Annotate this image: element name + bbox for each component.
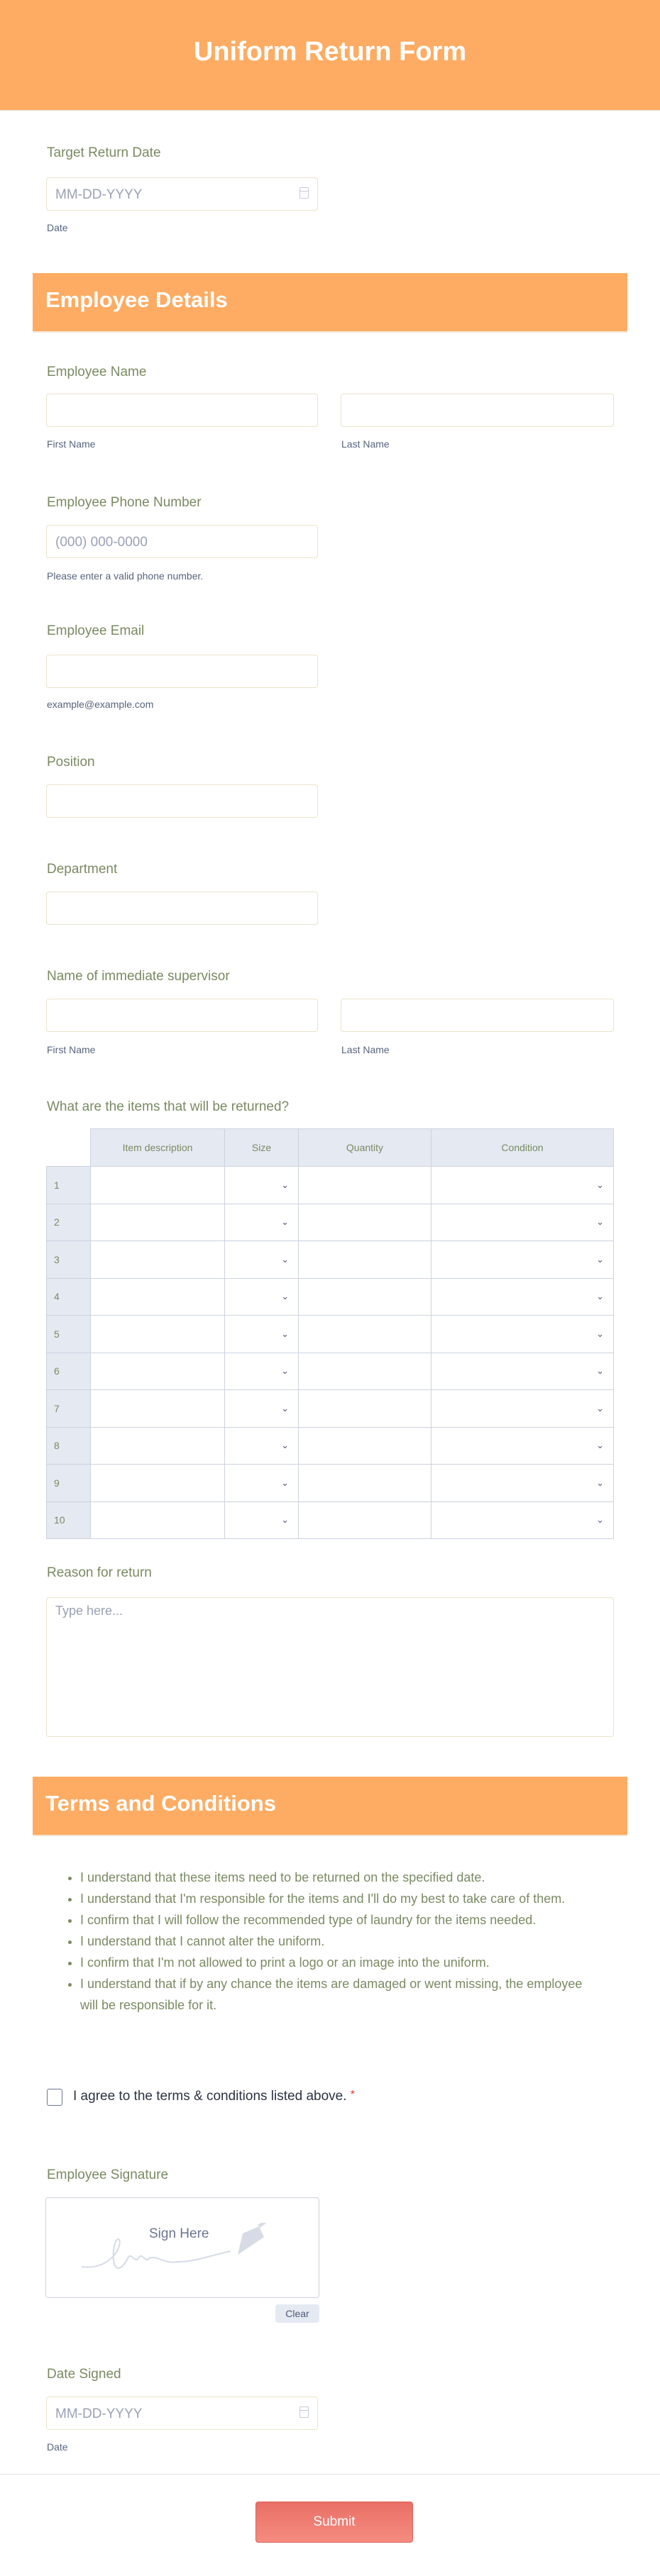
target-date-sublabel: Date: [47, 222, 68, 233]
chevron-down-icon: ⌄: [281, 1216, 289, 1228]
chevron-down-icon: ⌄: [596, 1253, 604, 1265]
department-input[interactable]: [46, 892, 318, 925]
item-description-cell[interactable]: [91, 1465, 225, 1502]
signature-pen-icon: [78, 2223, 284, 2280]
table-row: [47, 1278, 614, 1316]
target-date-label: Target Return Date: [47, 145, 161, 160]
quantity-cell[interactable]: [299, 1353, 431, 1390]
section-employee-details: [33, 273, 627, 333]
first-name-input[interactable]: [46, 394, 318, 427]
condition-select[interactable]: [431, 1353, 614, 1390]
department-label: Department: [47, 862, 118, 877]
table-row: [47, 1390, 614, 1428]
condition-select[interactable]: [431, 1390, 614, 1428]
supervisor-label: Name of immediate supervisor: [47, 969, 230, 984]
table-row: [47, 1204, 614, 1241]
row-number: 10: [47, 1501, 91, 1539]
chevron-down-icon: ⌄: [281, 1328, 289, 1339]
size-select[interactable]: [225, 1241, 299, 1279]
placeholder: MM-DD-YYYY: [55, 187, 143, 202]
quantity-cell[interactable]: [299, 1501, 431, 1539]
date-signed-input[interactable]: [46, 2397, 318, 2430]
section-title: Terms and Conditions: [45, 1791, 276, 1816]
calendar-icon[interactable]: [299, 2406, 309, 2418]
terms-item: • I understand that I'm responsible for the items and I'll do my best to take care of them.: [80, 1888, 600, 1909]
position-label: Position: [47, 755, 95, 770]
quantity-cell[interactable]: [299, 1390, 431, 1428]
email-input[interactable]: [46, 655, 318, 688]
row-number: 5: [47, 1316, 91, 1353]
supervisor-first-input[interactable]: [46, 999, 318, 1032]
chevron-down-icon: ⌄: [596, 1514, 604, 1526]
phone-input[interactable]: [46, 525, 318, 558]
terms-item: • I understand that these items need to be returned on the specified date.: [80, 1867, 600, 1888]
signature-label: Employee Signature: [47, 2167, 169, 2182]
item-description-cell[interactable]: [91, 1241, 225, 1279]
placeholder: (000) 000-0000: [55, 535, 148, 550]
chevron-down-icon: ⌄: [596, 1477, 604, 1488]
col-header: Item description: [91, 1129, 225, 1167]
quantity-cell[interactable]: [299, 1167, 431, 1204]
chevron-down-icon: ⌄: [281, 1291, 289, 1302]
section-title: Employee Details: [45, 287, 228, 312]
row-number: 3: [47, 1241, 91, 1279]
table-row: [47, 1241, 614, 1279]
form-header: [0, 0, 660, 111]
col-header: Size: [225, 1129, 299, 1167]
condition-select[interactable]: [431, 1465, 614, 1502]
target-date-input[interactable]: [46, 177, 318, 211]
terms-item: • I understand that if by any chance the items are damaged or went missing, the employee will be responsible for it.: [80, 1973, 600, 2016]
quantity-cell[interactable]: [299, 1278, 431, 1316]
terms-item: • I understand that I cannot alter the uniform.: [80, 1931, 600, 1952]
chevron-down-icon: ⌄: [281, 1514, 289, 1526]
agree-label[interactable]: [73, 2089, 355, 2104]
table-row: [47, 1167, 614, 1204]
condition-select[interactable]: [431, 1241, 614, 1279]
condition-select[interactable]: [431, 1501, 614, 1539]
row-number: 8: [47, 1427, 91, 1465]
item-description-cell[interactable]: [91, 1501, 225, 1539]
row-number: 2: [47, 1204, 91, 1241]
item-description-cell[interactable]: [91, 1390, 225, 1428]
quantity-cell[interactable]: [299, 1204, 431, 1241]
condition-select[interactable]: [431, 1204, 614, 1241]
clear-signature-button[interactable]: Clear: [275, 2304, 319, 2323]
condition-select[interactable]: [431, 1427, 614, 1465]
item-description-cell[interactable]: [91, 1316, 225, 1353]
agree-checkbox[interactable]: [47, 2089, 62, 2106]
calendar-icon[interactable]: [299, 187, 309, 199]
size-select[interactable]: [225, 1465, 299, 1502]
item-description-cell[interactable]: [91, 1278, 225, 1316]
condition-select[interactable]: [431, 1167, 614, 1204]
table-row: [47, 1427, 614, 1465]
supervisor-last-input[interactable]: [341, 999, 614, 1032]
item-description-cell[interactable]: [91, 1353, 225, 1390]
chevron-down-icon: ⌄: [596, 1440, 604, 1451]
chevron-down-icon: ⌄: [281, 1253, 289, 1265]
chevron-down-icon: ⌄: [281, 1179, 289, 1190]
signature-pad[interactable]: [45, 2197, 319, 2298]
row-number: 7: [47, 1390, 91, 1428]
row-number: 9: [47, 1465, 91, 1502]
corner: [47, 1129, 91, 1167]
chevron-down-icon: ⌄: [281, 1440, 289, 1451]
chevron-down-icon: ⌄: [281, 1402, 289, 1414]
chevron-down-icon: ⌄: [596, 1179, 604, 1190]
chevron-down-icon: ⌄: [281, 1365, 289, 1377]
size-select[interactable]: [225, 1204, 299, 1241]
size-select[interactable]: [225, 1390, 299, 1428]
col-header: Condition: [431, 1129, 614, 1167]
first-name-sublabel: First Name: [47, 438, 96, 450]
size-select[interactable]: [225, 1167, 299, 1204]
form-title: Uniform Return Form: [193, 37, 467, 67]
date-signed-label: Date Signed: [47, 2367, 121, 2382]
sign-here-text: Sign Here: [149, 2226, 209, 2241]
last-name-sublabel: Last Name: [341, 438, 390, 450]
table-row: [47, 1501, 614, 1539]
item-description-cell[interactable]: [91, 1204, 225, 1241]
row-number: 6: [47, 1353, 91, 1390]
terms-item: • I confirm that I'm not allowed to print a logo or an image into the uniform.: [80, 1952, 600, 1973]
col-header: Quantity: [299, 1129, 431, 1167]
divider: [0, 2474, 660, 2475]
chevron-down-icon: ⌄: [596, 1216, 604, 1228]
size-select[interactable]: [225, 1501, 299, 1539]
position-input[interactable]: [46, 784, 318, 818]
item-description-cell[interactable]: [91, 1427, 225, 1465]
chevron-down-icon: ⌄: [596, 1328, 604, 1339]
placeholder: MM-DD-YYYY: [55, 2406, 143, 2421]
condition-select[interactable]: [431, 1316, 614, 1353]
items-table: [46, 1128, 614, 1539]
quantity-cell[interactable]: [299, 1427, 431, 1465]
row-number: 1: [47, 1167, 91, 1204]
item-description-cell[interactable]: [91, 1167, 225, 1204]
chevron-down-icon: ⌄: [596, 1291, 604, 1302]
placeholder: Type here...: [55, 1604, 123, 1618]
supervisor-first-sublabel: First Name: [47, 1044, 96, 1055]
reason-textarea[interactable]: [46, 1597, 614, 1737]
last-name-input[interactable]: [341, 394, 614, 427]
condition-select[interactable]: [431, 1278, 614, 1316]
table-row: [47, 1465, 614, 1502]
section-terms: [33, 1777, 627, 1836]
supervisor-last-sublabel: Last Name: [341, 1044, 390, 1055]
phone-sublabel: Please enter a valid phone number.: [47, 570, 204, 582]
email-label: Employee Email: [47, 623, 145, 638]
phone-label: Employee Phone Number: [47, 495, 202, 510]
required-asterisk: *: [350, 2089, 356, 2101]
quantity-cell[interactable]: [299, 1316, 431, 1353]
reason-label: Reason for return: [47, 1565, 152, 1580]
agree-text: I agree to the terms & conditions listed above.: [73, 2089, 347, 2104]
terms-item: • I confirm that I will follow the recommended type of laundry for the items needed.: [80, 1909, 600, 1931]
chevron-down-icon: ⌄: [596, 1365, 604, 1377]
row-number: 4: [47, 1278, 91, 1316]
size-select[interactable]: [225, 1353, 299, 1390]
size-select[interactable]: [225, 1278, 299, 1316]
table-row: [47, 1353, 614, 1390]
size-select[interactable]: [225, 1316, 299, 1353]
quantity-cell[interactable]: [299, 1465, 431, 1502]
employee-name-label: Employee Name: [47, 365, 147, 379]
size-select[interactable]: [225, 1427, 299, 1465]
submit-button[interactable]: Submit: [255, 2502, 413, 2543]
chevron-down-icon: ⌄: [281, 1477, 289, 1488]
items-label: What are the items that will be returned?: [47, 1099, 290, 1114]
email-sublabel: example@example.com: [47, 699, 154, 710]
chevron-down-icon: ⌄: [596, 1402, 604, 1414]
date-signed-sublabel: Date: [47, 2441, 68, 2453]
table-row: [47, 1316, 614, 1353]
quantity-cell[interactable]: [299, 1241, 431, 1279]
terms-list: [61, 1867, 600, 2016]
